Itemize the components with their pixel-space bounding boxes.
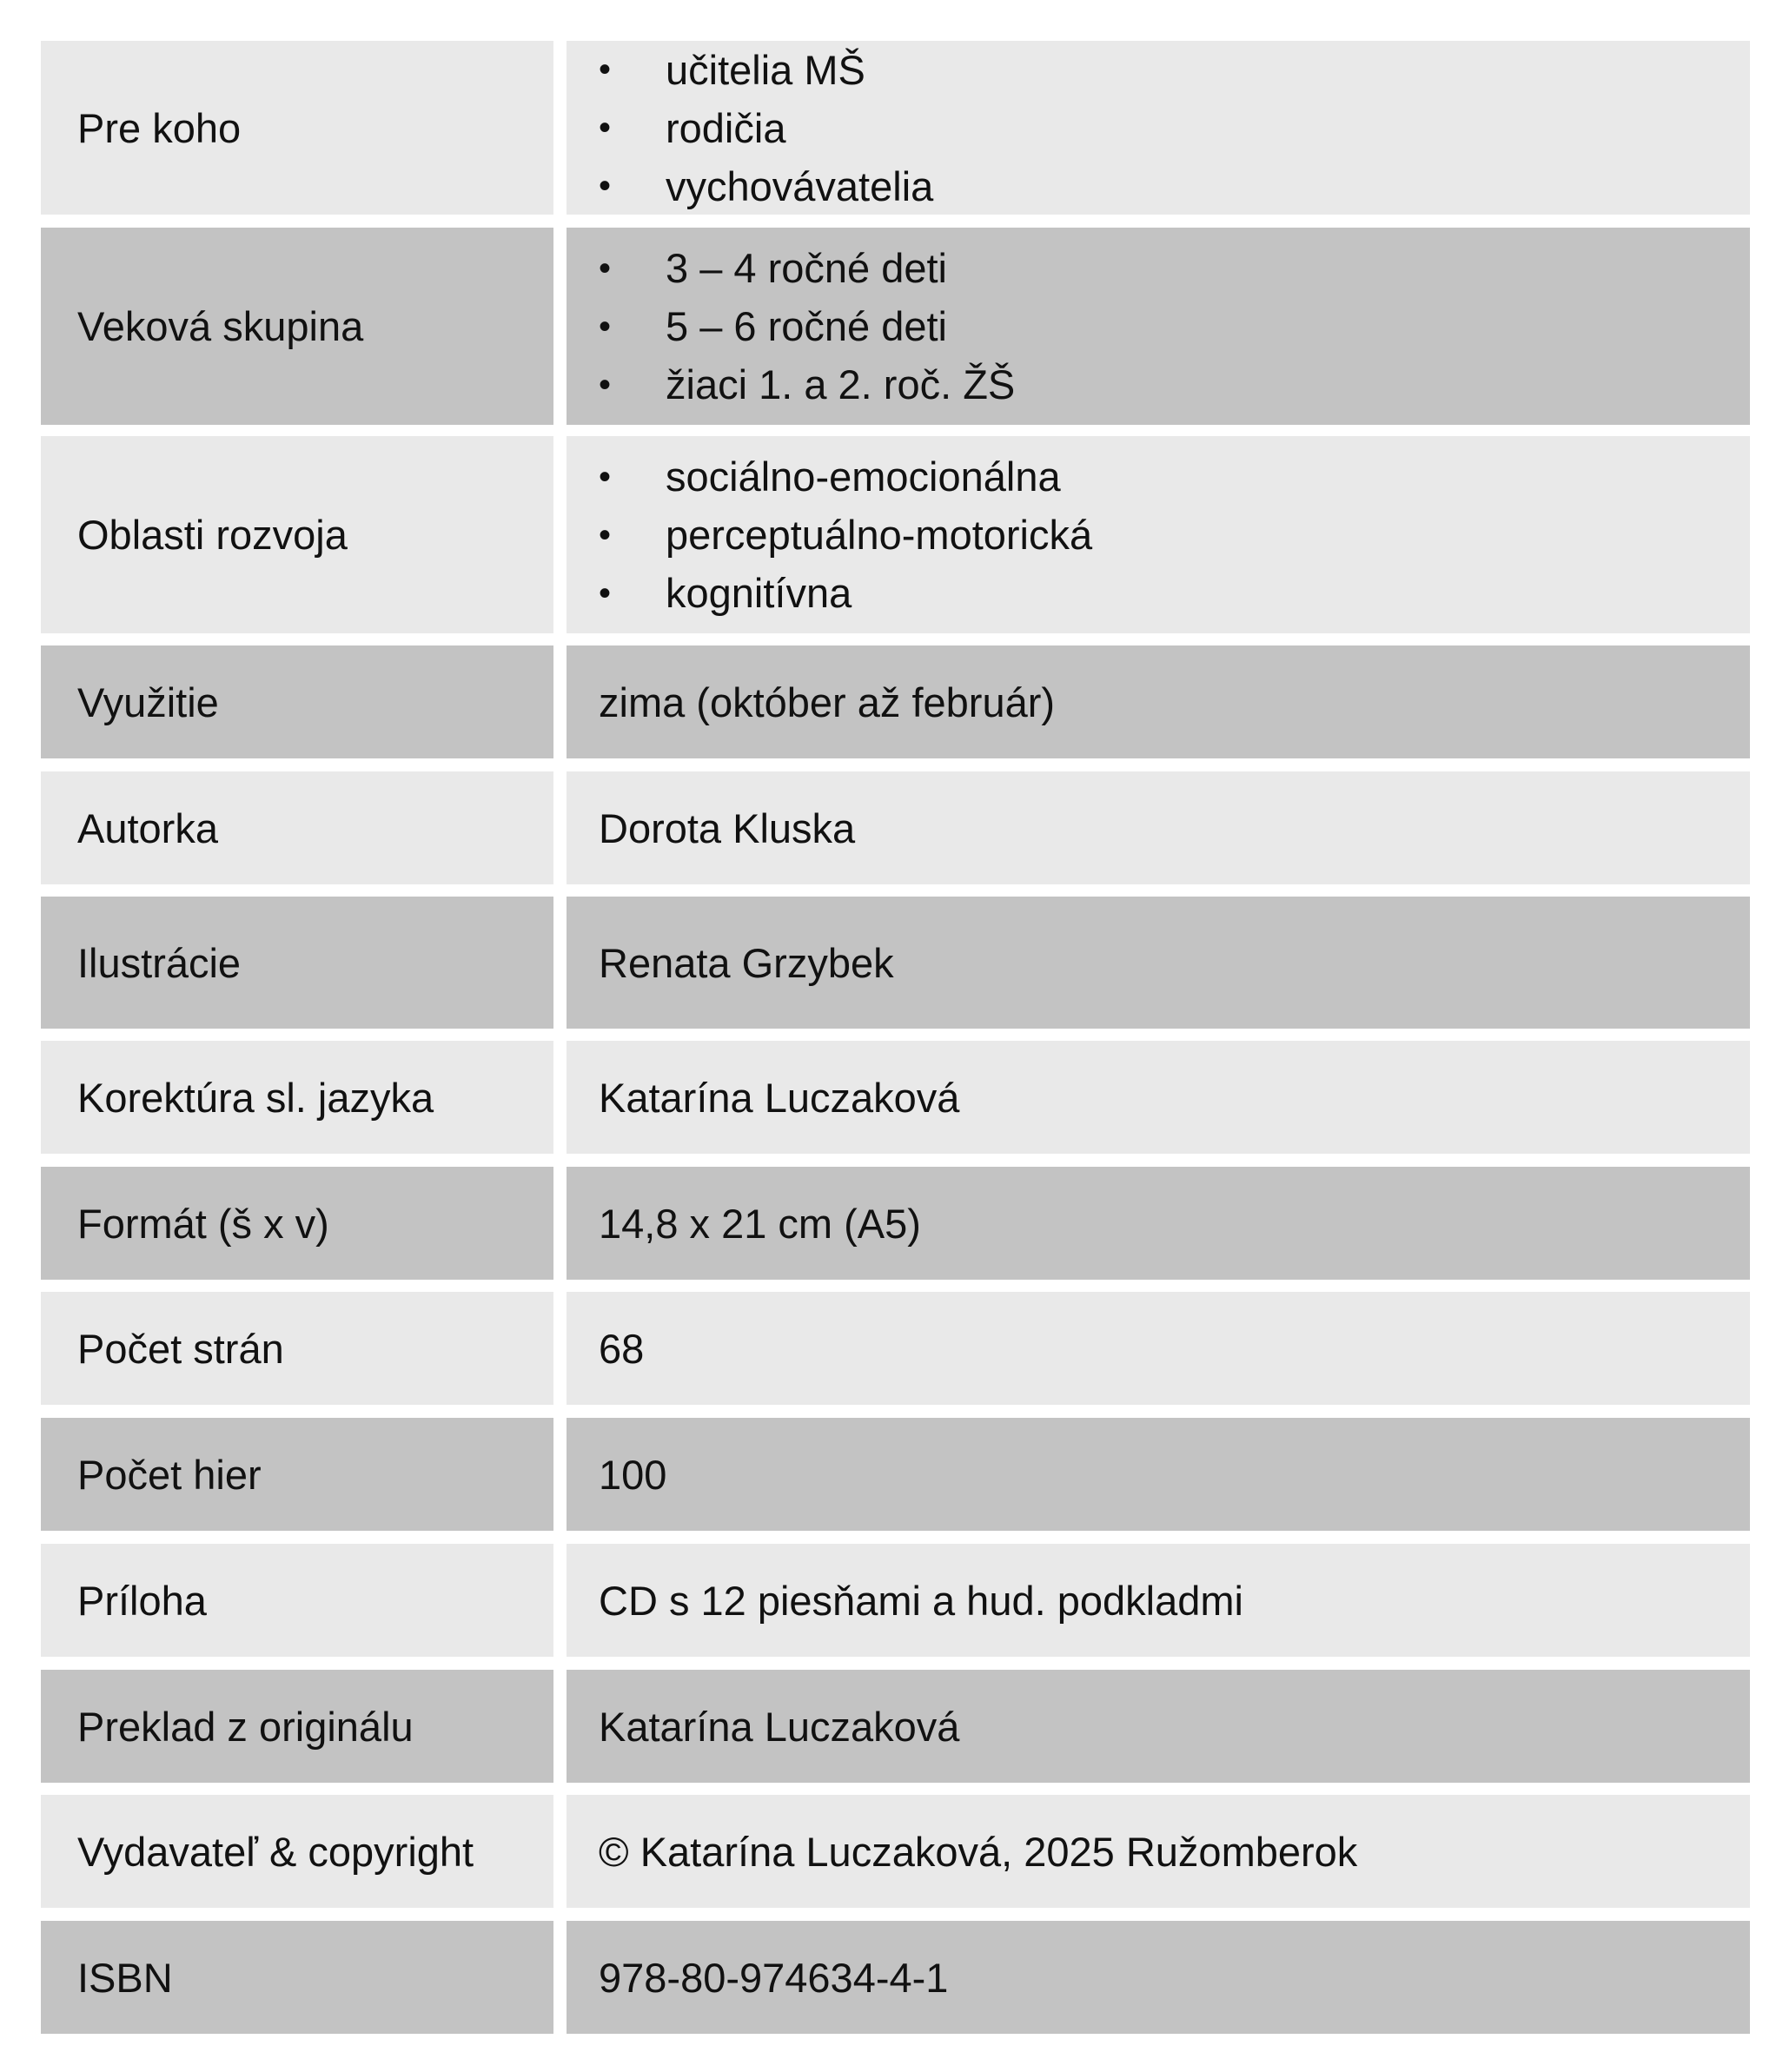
list-item: • 5 – 6 ročné deti (599, 303, 947, 349)
table-row-pre-koho (41, 41, 1750, 215)
table-row-pocet-stran (41, 1292, 1750, 1405)
row-label: ISBN (41, 1921, 553, 2034)
bullet-icon: • (599, 50, 612, 89)
row-label: Veková skupina (41, 228, 553, 425)
bullet-icon: • (599, 457, 612, 496)
row-label: Pre koho (41, 41, 553, 215)
row-value (567, 41, 1750, 215)
row-label: Autorka (41, 771, 553, 884)
row-label: Vydavateľ & copyright (41, 1795, 553, 1908)
row-value: Renata Grzybek (567, 897, 1750, 1029)
row-label: Využitie (41, 645, 553, 758)
row-value: Katarína Luczaková (567, 1041, 1750, 1154)
list-item: • učitelia MŠ (599, 46, 865, 93)
row-value: zima (október až február) (567, 645, 1750, 758)
bullet-icon: • (599, 573, 612, 612)
row-value: CD s 12 piesňami a hud. podkladmi (567, 1544, 1750, 1657)
row-label: Počet strán (41, 1292, 553, 1405)
row-label: Počet hier (41, 1418, 553, 1531)
bullet-list (599, 41, 1750, 215)
list-item: • kognitívna (599, 570, 852, 616)
list-item: • perceptuálno-motorická (599, 512, 1093, 558)
table-row-autorka (41, 771, 1750, 884)
table-row-oblasti-rozvoja (41, 436, 1750, 633)
row-value (567, 436, 1750, 633)
table-row-pocet-hier (41, 1418, 1750, 1531)
bullet-list (599, 239, 1750, 414)
row-value: Katarína Luczaková (567, 1670, 1750, 1783)
table-row-vekova-skupina (41, 228, 1750, 425)
list-item: • sociálno-emocionálna (599, 453, 1061, 500)
list-item: • rodičia (599, 104, 786, 151)
table-row-korektura (41, 1041, 1750, 1154)
bullet-icon: • (599, 307, 612, 346)
table-row-vyuzitie (41, 645, 1750, 758)
bullet-icon: • (599, 365, 612, 404)
table-row-format (41, 1167, 1750, 1280)
row-label: Ilustrácie (41, 897, 553, 1029)
list-item: • vychovávatelia (599, 162, 934, 209)
list-item: • 3 – 4 ročné deti (599, 245, 947, 291)
row-label: Korektúra sl. jazyka (41, 1041, 553, 1154)
row-value (567, 228, 1750, 425)
row-value: © Katarína Luczaková, 2025 Ružomberok (567, 1795, 1750, 1908)
row-value: 978-80-974634-4-1 (567, 1921, 1750, 2034)
row-value: 14,8 x 21 cm (A5) (567, 1167, 1750, 1280)
bullet-icon: • (599, 109, 612, 147)
table-row-ilustracie (41, 897, 1750, 1029)
row-value: 68 (567, 1292, 1750, 1405)
row-label: Oblasti rozvoja (41, 436, 553, 633)
bullet-icon: • (599, 515, 612, 554)
row-label: Preklad z originálu (41, 1670, 553, 1783)
table-row-vydavatel (41, 1795, 1750, 1908)
row-value: Dorota Kluska (567, 771, 1750, 884)
table-row-preklad (41, 1670, 1750, 1783)
table-row-isbn (41, 1921, 1750, 2034)
bullet-icon: • (599, 167, 612, 205)
bullet-list (599, 447, 1750, 622)
row-value: 100 (567, 1418, 1750, 1531)
row-label: Formát (š x v) (41, 1167, 553, 1280)
bullet-icon: • (599, 248, 612, 288)
table-row-priloha (41, 1544, 1750, 1657)
list-item: • žiaci 1. a 2. roč. ŽŠ (599, 361, 1016, 407)
row-label: Príloha (41, 1544, 553, 1657)
